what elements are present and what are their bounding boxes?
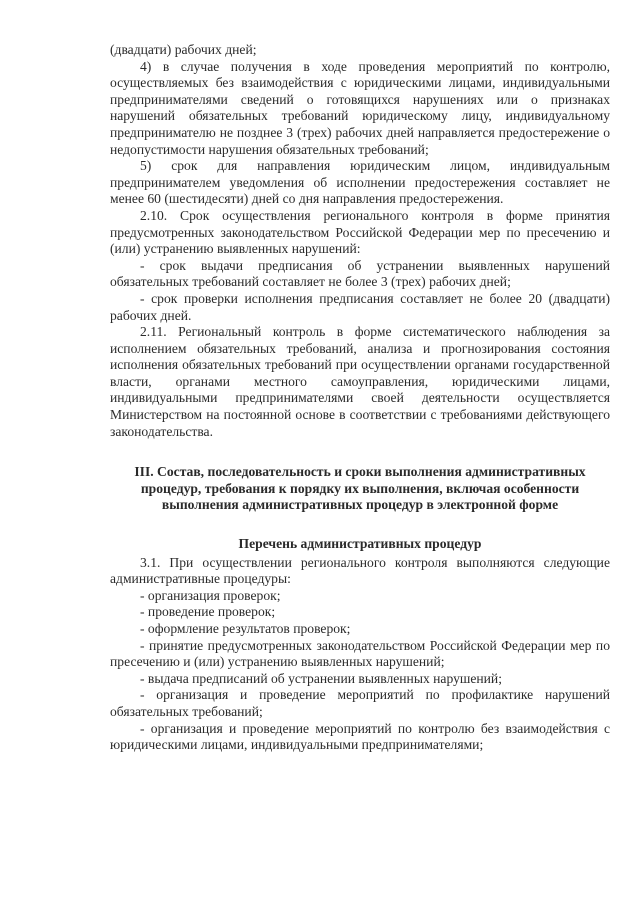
list-item: - организация проверок; — [140, 587, 281, 603]
paragraph: 5) срок для направления юридическим лицом, индивидуальным предпринимателем уведомления об исполнении предостережения составляет не менее 60 (шестидесяти) дней со дня направления предостережения. — [110, 158, 610, 207]
subheading: Перечень административных процедур — [238, 536, 482, 552]
paragraph: - срок проверки исполнения предписания составляет не более 20 (двадцати) рабочих дней. — [110, 290, 610, 323]
paragraph: (двадцати) рабочих дней; — [110, 42, 257, 57]
section-heading: III. Состав, последовательность и сроки выполнения административных процедур, требования к порядку их выполнения, включая особенности выполнения административных процедур в электронной форме — [134, 464, 586, 513]
list-item: - организация и проведение мероприятий по профилактике нарушений обязательных требований; — [110, 687, 610, 719]
paragraph: 3.1. При осуществлении регионального контроля выполняются следующие административные процедуры: — [110, 554, 610, 587]
list-item: - выдача предписаний об устранении выявленных нарушений; — [140, 670, 502, 686]
bottom-paragraphs — [110, 555, 610, 754]
paragraph: 4) в случае получения в ходе проведения мероприятий по контролю, осуществляемых без взаимодействия с юридическими лицами, индивидуальными предпринимателями сведений о готовящихся нарушениях или о признаках нарушений обязательных требований юридическому лицу, индивидуальному предпринимателю не позднее 3 (трех) рабочих дней направляется предостережение о недопустимости нарушения обязательных требований; — [110, 58, 610, 157]
list-item: - проведение проверок; — [140, 604, 276, 620]
paragraph: 2.11. Региональный контроль в форме систематического наблюдения за исполнением обязательных требований, анализа и прогнозирования состояния исполнения обязательных требований при осуществлении органами государственной власти, органами местного самоуправления, юридическими лицами, индивидуальными предпринимателями своей деятельности осуществляется Министерством на постоянной основе в соответствии с требованиями действующего законодательства. — [110, 324, 610, 439]
paragraph: - срок выдачи предписания об устранении выявленных нарушений обязательных требований составляет не более 3 (трех) рабочих дней; — [110, 257, 610, 290]
list-item: - принятие предусмотренных законодательством Российской Федерации мер по пресечению и (или) устранению выявленных нарушений; — [110, 637, 610, 670]
list-item: - оформление результатов проверок; — [140, 621, 351, 636]
list-item: - организация и проведение мероприятий по контролю без взаимодействия с юридическими лицами, индивидуальными предпринимателями; — [110, 720, 610, 753]
paragraph: 2.10. Срок осуществления регионального контроля в форме принятия предусмотренных законодательством Российской Федерации мер по пресечению и (или) устранению выявленных нарушений: — [110, 207, 610, 257]
top-paragraphs — [110, 42, 610, 440]
